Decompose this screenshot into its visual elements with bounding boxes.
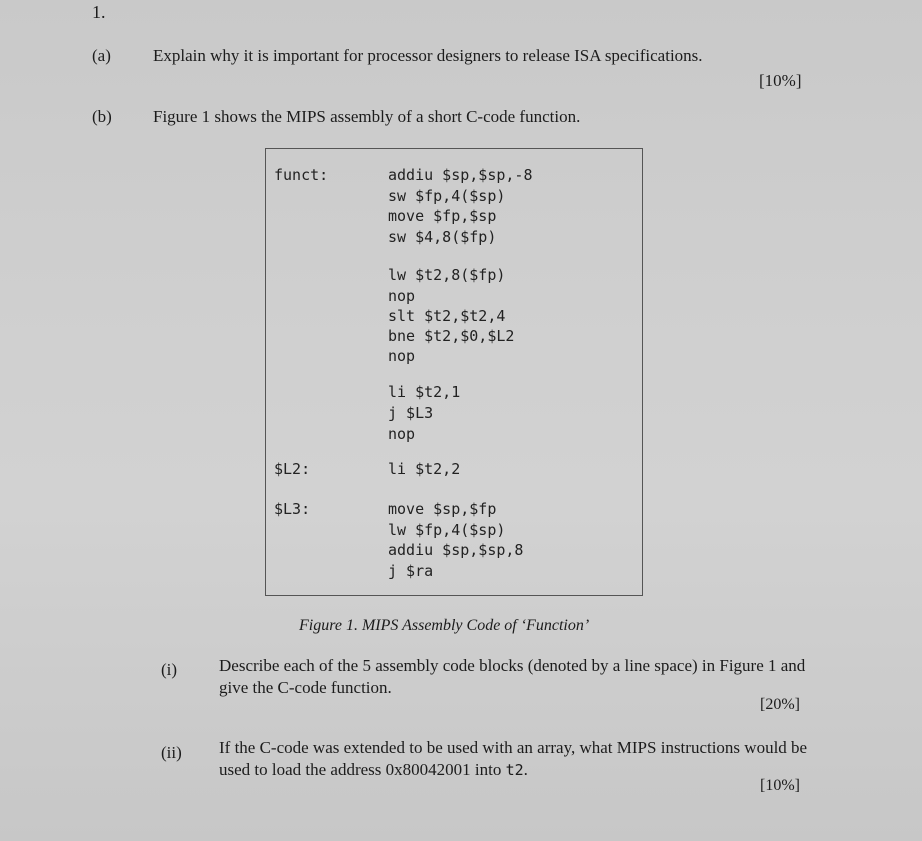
code-instruction: addiu $sp,$sp,8 xyxy=(388,541,524,559)
register-name: t2 xyxy=(505,761,524,779)
question-number: 1. xyxy=(92,2,106,22)
sub-question-i-label: (i) xyxy=(161,660,178,679)
part-b-label: (b) xyxy=(92,107,112,126)
sub-question-i-text: Describe each of the 5 assembly code blocks (denoted by a line space) in Figure 1 and give the C-code function. xyxy=(219,656,806,697)
figure-caption: Figure 1. MIPS Assembly Code of ‘Function’ xyxy=(299,617,590,634)
code-instruction: addiu $sp,$sp,-8 xyxy=(388,166,533,184)
code-instruction: move $fp,$sp xyxy=(388,207,497,225)
code-instruction: lw $t2,8($fp) xyxy=(388,266,506,284)
code-label-L3: $L3: xyxy=(274,500,311,518)
code-instruction: sw $4,8($fp) xyxy=(388,228,497,246)
sub-question-ii-label: (ii) xyxy=(161,743,182,762)
code-label-funct: funct: xyxy=(274,166,329,184)
code-label-L2: $L2: xyxy=(274,460,311,478)
sub-question-ii-marks: [10%] xyxy=(760,777,800,794)
sub-question-i-marks: [20%] xyxy=(760,696,800,713)
code-instruction: slt $t2,$t2,4 xyxy=(388,307,506,325)
code-instruction: j $L3 xyxy=(388,404,434,422)
sub-question-ii-text xyxy=(219,737,819,781)
part-b-question: Figure 1 shows the MIPS assembly of a short C-code function. xyxy=(153,107,581,126)
part-a-question: Explain why it is important for processor designers to release ISA specifications. xyxy=(153,46,703,65)
code-instruction: nop xyxy=(388,347,416,365)
code-instruction: move $sp,$fp xyxy=(388,500,497,518)
code-instruction: lw $fp,4($sp) xyxy=(388,521,506,539)
code-instruction: nop xyxy=(388,425,416,443)
code-instruction: li $t2,1 xyxy=(388,383,461,401)
part-a-marks: [10%] xyxy=(759,71,802,90)
code-figure-box xyxy=(265,148,643,596)
code-instruction: sw $fp,4($sp) xyxy=(388,187,506,205)
code-instruction: nop xyxy=(388,287,416,305)
sub-question-ii-text-after: . xyxy=(523,760,528,779)
sub-question-ii-text-before: If the C-code was extended to be used with an array, what MIPS instructions would be used to load the address 0x80042001 into xyxy=(219,738,808,779)
part-a-label: (a) xyxy=(92,46,111,65)
code-instruction: bne $t2,$0,$L2 xyxy=(388,327,515,345)
code-instruction: li $t2,2 xyxy=(388,460,461,478)
code-instruction: j $ra xyxy=(388,562,434,580)
